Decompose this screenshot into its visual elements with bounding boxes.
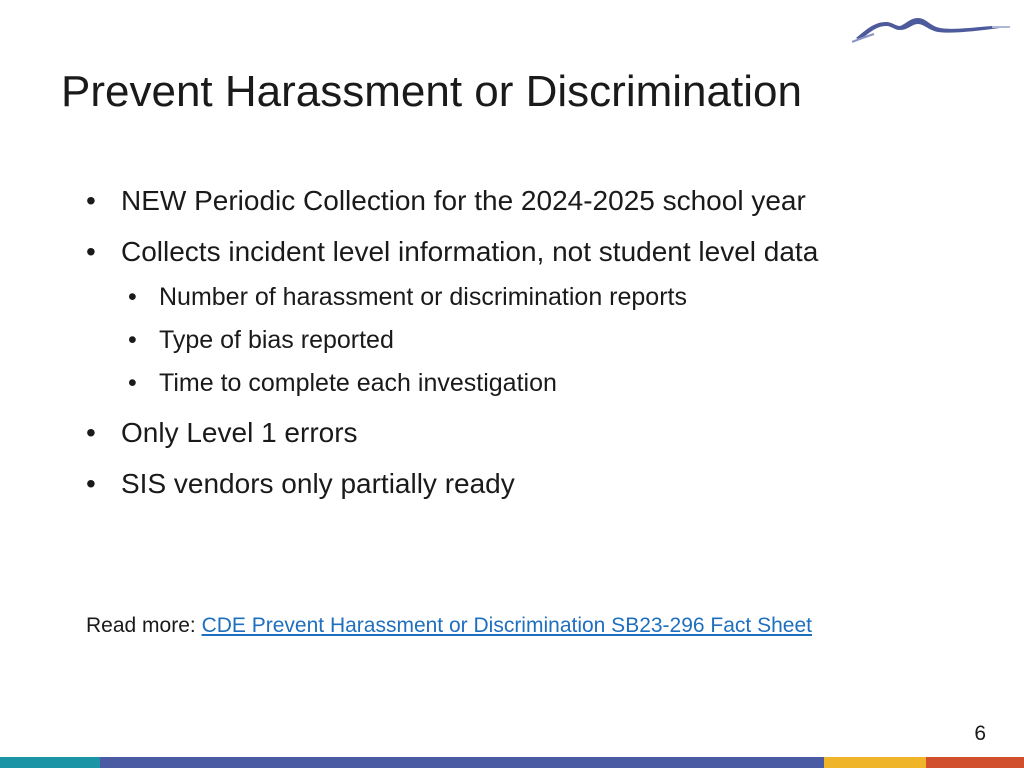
bullet-text: Collects incident level information, not student level data <box>121 236 819 267</box>
page-number: 6 <box>974 722 986 745</box>
footer-segment-gold <box>824 757 926 768</box>
sub-bullet-text: Time to complete each investigation <box>159 369 557 397</box>
footer-color-bar <box>0 757 1024 768</box>
bullet-glyph: • <box>86 468 96 499</box>
read-more-label: Read more: <box>86 614 202 637</box>
sub-bullet-glyph: • <box>128 283 137 311</box>
sub-bullet-text: Number of harassment or discrimination reports <box>159 283 687 311</box>
footer-segment-blue <box>100 757 824 768</box>
bullet-glyph: • <box>86 417 96 448</box>
bullet-glyph: • <box>86 185 96 216</box>
fact-sheet-link[interactable]: CDE Prevent Harassment or Discrimination SB23-296 Fact Sheet <box>201 614 812 637</box>
bullet-text: SIS vendors only partially ready <box>121 468 515 499</box>
bullet-text: NEW Periodic Collection for the 2024-2025 school year <box>121 185 806 216</box>
slide-title: Prevent Harassment or Discrimination <box>61 67 802 116</box>
sub-bullet-glyph: • <box>128 326 137 354</box>
bullet-glyph: • <box>86 236 96 267</box>
footer-segment-red <box>926 757 1024 768</box>
mountain-logo-icon <box>852 12 1012 46</box>
bullet-text: Only Level 1 errors <box>121 417 358 448</box>
sub-bullet-text: Type of bias reported <box>159 326 394 354</box>
read-more <box>86 612 812 640</box>
sub-bullet-glyph: • <box>128 369 137 397</box>
footer-segment-teal <box>0 757 100 768</box>
